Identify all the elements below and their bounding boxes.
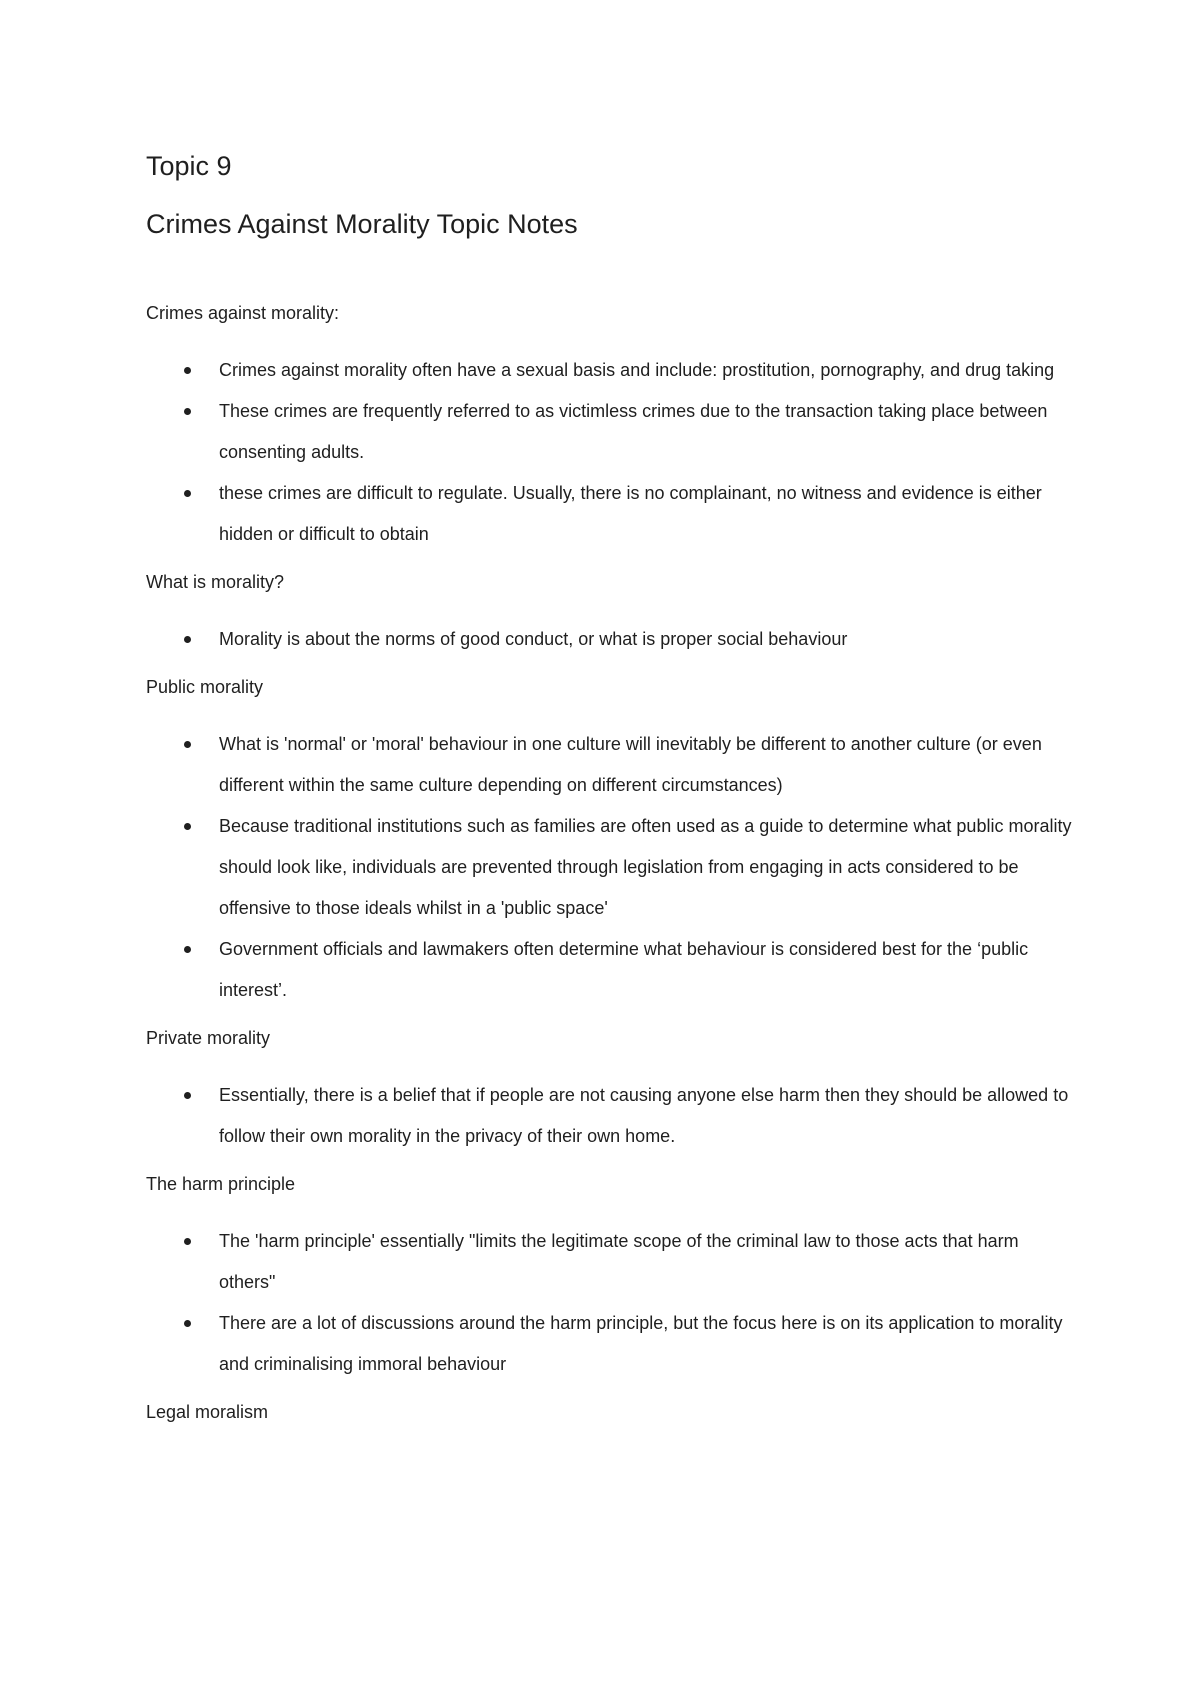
bullet-icon [184, 1238, 191, 1245]
bullet-icon [184, 408, 191, 415]
section-heading: Public morality [146, 677, 264, 697]
list-item-text: What is 'normal' or 'moral' behaviour in one culture will inevitably be different to another culture (or even different within the same culture depending on different circumstances) [219, 734, 1042, 795]
list-item-text: Because traditional institutions such as families are often used as a guide to determine what public morality should look like, individuals are prevented through legislation from engaging in acts considered to be offensive to those ideals whilst in a 'public space' [219, 816, 1072, 918]
list-item-text: Morality is about the norms of good conduct, or what is proper social behaviour [219, 629, 848, 649]
section-heading: Legal moralism [146, 1402, 269, 1422]
bullet-icon [184, 946, 191, 953]
section-private-morality [146, 1025, 1076, 1157]
section-heading: The harm principle [146, 1174, 296, 1194]
list-item [146, 929, 1076, 1011]
bullet-list [146, 350, 1076, 555]
section-what-is-morality [146, 569, 1076, 660]
list-item-text: The 'harm principle' essentially "limits the legitimate scope of the criminal law to those acts that harm others" [219, 1231, 1019, 1292]
list-item-text: These crimes are frequently referred to as victimless crimes due to the transaction taking place between consenting adults. [219, 401, 1048, 462]
bullet-icon [184, 1320, 191, 1327]
bullet-icon [184, 823, 191, 830]
bullet-icon [184, 636, 191, 643]
bullet-icon [184, 741, 191, 748]
section-heading: Private morality [146, 1028, 271, 1048]
list-item-text: Crimes against morality often have a sexual basis and include: prostitution, pornography, and drug taking [219, 360, 1055, 380]
list-item-text: these crimes are difficult to regulate. Usually, there is no complainant, no witness and evidence is either hidden or difficult to obtain [219, 483, 1042, 544]
page-title: Topic 9 [146, 151, 232, 181]
bullet-list [146, 724, 1076, 1011]
section-heading: What is morality? [146, 572, 285, 592]
list-item [146, 1303, 1076, 1385]
bullet-icon [184, 1092, 191, 1099]
list-item-text: Essentially, there is a belief that if people are not causing anyone else harm then they should be allowed to follow their own morality in the privacy of their own home. [219, 1085, 1069, 1146]
document-body [146, 148, 1076, 1449]
list-item-text: Government officials and lawmakers often determine what behaviour is considered best for the ‘public interest’. [219, 939, 1029, 1000]
section-harm-principle [146, 1171, 1076, 1385]
list-item-text: There are a lot of discussions around the harm principle, but the focus here is on its application to morality and criminalising immoral behaviour [219, 1313, 1063, 1374]
list-item [146, 1075, 1076, 1157]
section-heading: Crimes against morality: [146, 303, 340, 323]
list-item [146, 806, 1076, 929]
bullet-icon [184, 490, 191, 497]
list-item [146, 391, 1076, 473]
list-item [146, 473, 1076, 555]
page-subtitle: Crimes Against Morality Topic Notes [146, 209, 578, 239]
bullet-list [146, 1221, 1076, 1385]
list-item [146, 619, 1076, 660]
list-item [146, 350, 1076, 391]
bullet-icon [184, 367, 191, 374]
list-item [146, 1221, 1076, 1303]
section-legal-moralism [146, 1399, 1076, 1425]
bullet-list [146, 619, 1076, 660]
list-item [146, 724, 1076, 806]
section-public-morality [146, 674, 1076, 1011]
bullet-list [146, 1075, 1076, 1157]
section-crimes-against-morality [146, 300, 1076, 555]
